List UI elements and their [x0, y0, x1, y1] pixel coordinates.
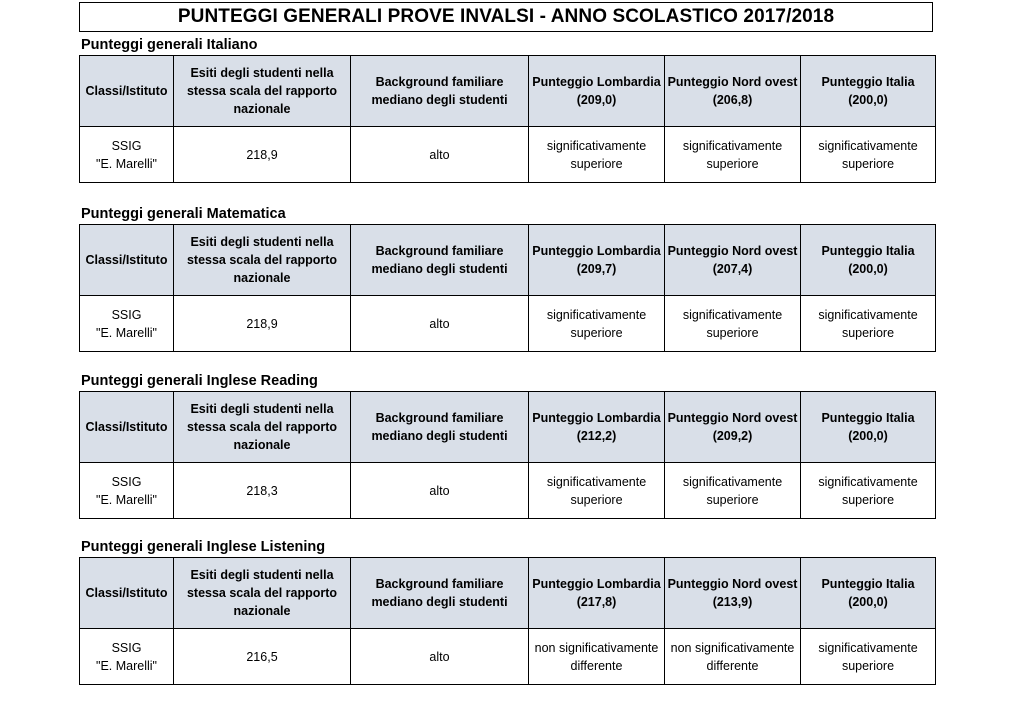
cell-background: alto — [351, 296, 529, 352]
school-type: SSIG — [111, 138, 142, 153]
header-classi-istituto: Classi/Istituto — [80, 56, 174, 127]
cell-background: alto — [351, 463, 529, 519]
cell-lombardia: significativamente superiore — [529, 127, 665, 183]
school-name: "E. Marelli" — [96, 492, 157, 507]
scores-table-inglese-listening — [79, 557, 936, 685]
table-row — [80, 296, 936, 352]
cell-nord-ovest: significativamente superiore — [665, 463, 801, 519]
section-title: Punteggi generali Matematica — [81, 206, 286, 222]
cell-school — [80, 296, 174, 352]
section-inglese-reading — [79, 371, 935, 519]
section-italiano — [79, 35, 935, 183]
cell-italia: significativamente superiore — [801, 463, 936, 519]
header-background: Background familiare mediano degli studenti — [351, 558, 529, 629]
header-row — [80, 56, 936, 127]
table-row — [80, 463, 936, 519]
header-esiti: Esiti degli studenti nella stessa scala del rapporto nazionale — [174, 558, 351, 629]
cell-esiti: 218,9 — [174, 296, 351, 352]
header-italia: Punteggio Italia (200,0) — [801, 225, 936, 296]
header-classi-istituto: Classi/Istituto — [80, 392, 174, 463]
header-italia: Punteggio Italia (200,0) — [801, 392, 936, 463]
header-italia: Punteggio Italia (200,0) — [801, 56, 936, 127]
cell-school — [80, 629, 174, 685]
school-name: "E. Marelli" — [96, 325, 157, 340]
cell-esiti: 216,5 — [174, 629, 351, 685]
school-name: "E. Marelli" — [96, 156, 157, 171]
header-lombardia: Punteggio Lombardia (212,2) — [529, 392, 665, 463]
table-row — [80, 127, 936, 183]
scores-table-italiano — [79, 55, 936, 183]
page-title: PUNTEGGI GENERALI PROVE INVALSI - ANNO SCOLASTICO 2017/2018 — [79, 2, 933, 32]
cell-background: alto — [351, 629, 529, 685]
cell-esiti: 218,9 — [174, 127, 351, 183]
cell-school — [80, 127, 174, 183]
header-row — [80, 558, 936, 629]
header-italia: Punteggio Italia (200,0) — [801, 558, 936, 629]
section-title: Punteggi generali Inglese Reading — [81, 373, 318, 389]
cell-background: alto — [351, 127, 529, 183]
cell-italia: significativamente superiore — [801, 629, 936, 685]
header-lombardia: Punteggio Lombardia (209,7) — [529, 225, 665, 296]
cell-lombardia: non significativamente differente — [529, 629, 665, 685]
school-type: SSIG — [111, 640, 142, 655]
header-classi-istituto: Classi/Istituto — [80, 558, 174, 629]
table-row — [80, 629, 936, 685]
cell-esiti: 218,3 — [174, 463, 351, 519]
section-title: Punteggi generali Italiano — [81, 37, 258, 53]
cell-nord-ovest: significativamente superiore — [665, 127, 801, 183]
header-esiti: Esiti degli studenti nella stessa scala del rapporto nazionale — [174, 225, 351, 296]
cell-lombardia: significativamente superiore — [529, 296, 665, 352]
header-nord-ovest: Punteggio Nord ovest (207,4) — [665, 225, 801, 296]
header-lombardia: Punteggio Lombardia (209,0) — [529, 56, 665, 127]
cell-nord-ovest: significativamente superiore — [665, 296, 801, 352]
section-matematica — [79, 204, 935, 352]
school-name: "E. Marelli" — [96, 658, 157, 673]
school-type: SSIG — [111, 307, 142, 322]
header-nord-ovest: Punteggio Nord ovest (213,9) — [665, 558, 801, 629]
header-esiti: Esiti degli studenti nella stessa scala del rapporto nazionale — [174, 392, 351, 463]
cell-italia: significativamente superiore — [801, 127, 936, 183]
header-esiti: Esiti degli studenti nella stessa scala del rapporto nazionale — [174, 56, 351, 127]
header-background: Background familiare mediano degli studenti — [351, 56, 529, 127]
section-inglese-listening — [79, 537, 935, 685]
header-nord-ovest: Punteggio Nord ovest (209,2) — [665, 392, 801, 463]
scores-table-inglese-reading — [79, 391, 936, 519]
header-classi-istituto: Classi/Istituto — [80, 225, 174, 296]
cell-nord-ovest: non significativamente differente — [665, 629, 801, 685]
section-title: Punteggi generali Inglese Listening — [81, 539, 326, 555]
header-background: Background familiare mediano degli studenti — [351, 392, 529, 463]
cell-italia: significativamente superiore — [801, 296, 936, 352]
cell-lombardia: significativamente superiore — [529, 463, 665, 519]
scores-table-matematica — [79, 224, 936, 352]
header-nord-ovest: Punteggio Nord ovest (206,8) — [665, 56, 801, 127]
header-row — [80, 225, 936, 296]
cell-school — [80, 463, 174, 519]
header-lombardia: Punteggio Lombardia (217,8) — [529, 558, 665, 629]
header-row — [80, 392, 936, 463]
header-background: Background familiare mediano degli studenti — [351, 225, 529, 296]
school-type: SSIG — [111, 474, 142, 489]
